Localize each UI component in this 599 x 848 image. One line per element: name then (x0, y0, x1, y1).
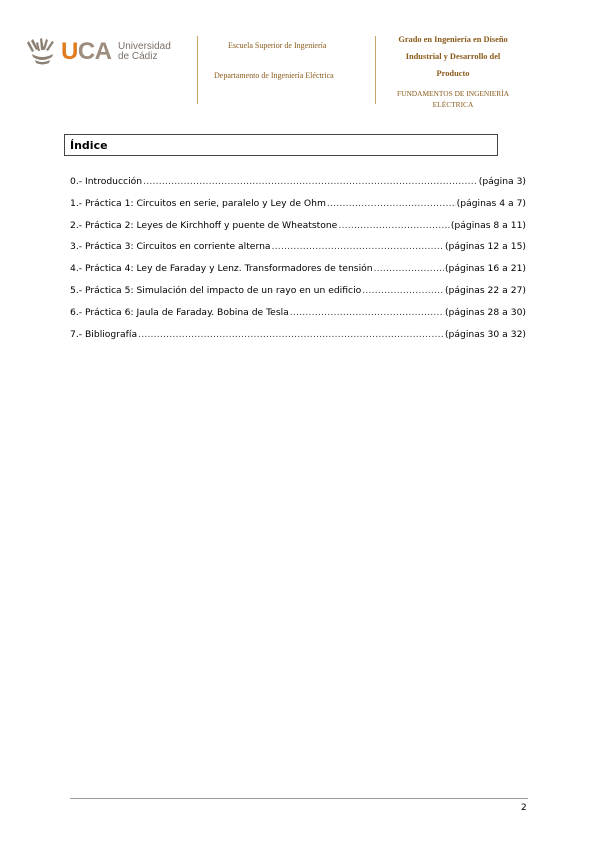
index-heading-box (64, 134, 498, 156)
subject-name-line2: ELÉCTRICA (432, 100, 474, 109)
subject-name-line1: FUNDAMENTOS DE INGENIERÍA (397, 89, 509, 98)
department-name: Departamento de Ingeniería Eléctrica (214, 71, 334, 80)
table-of-contents (70, 176, 526, 350)
toc-entry-label: 2.- Práctica 2: Leyes de Kirchhoff y puente de Wheatstone (70, 219, 338, 231)
toc-entry-label: 5.- Práctica 5: Simulación del impacto de un rayo en un edificio (70, 284, 362, 296)
toc-entry-page: (páginas 8 a 11) (450, 219, 526, 231)
toc-leader-dots (362, 285, 444, 296)
uca-logo (26, 36, 176, 70)
toc-entry[interactable] (70, 176, 526, 198)
uca-wordmark: UCA (61, 38, 112, 65)
toc-entry-label: 1.- Práctica 1: Circuitos en serie, paralelo y Ley de Ohm (70, 197, 326, 209)
toc-entry[interactable] (70, 307, 526, 329)
toc-leader-dots (374, 263, 444, 274)
subject-name (383, 88, 523, 110)
toc-leader-dots (338, 220, 449, 231)
footer-rule (70, 798, 528, 799)
toc-entry[interactable] (70, 285, 526, 307)
degree-name-line1: Grado en Ingeniería en Diseño (398, 35, 508, 44)
header-divider-right (375, 36, 376, 104)
toc-entry-label: 0.- Introducción (70, 176, 143, 187)
degree-name (383, 31, 523, 82)
toc-leader-dots (138, 329, 444, 340)
toc-entry[interactable] (70, 220, 526, 242)
toc-entry-page: (páginas 22 a 27) (444, 284, 526, 296)
toc-entry-page: (página 3) (478, 176, 526, 187)
uca-emblem-icon (26, 36, 58, 68)
toc-entry[interactable] (70, 263, 526, 285)
university-name (118, 42, 171, 62)
degree-name-line3: Producto (436, 69, 470, 78)
toc-entry-label: 3.- Práctica 3: Circuitos en corriente alterna (70, 241, 271, 253)
toc-leader-dots (327, 198, 456, 209)
toc-leader-dots (290, 307, 444, 318)
toc-entry-page: (páginas 12 a 15) (444, 241, 526, 253)
toc-entry-page: (páginas 28 a 30) (444, 306, 526, 318)
toc-leader-dots (143, 176, 478, 187)
header-divider-left (197, 36, 198, 104)
page-number: 2 (521, 803, 527, 813)
university-name-line1: Universidad (118, 41, 171, 52)
university-name-line2: de Cádiz (118, 51, 158, 62)
toc-entry-label: 4.- Práctica 4: Ley de Faraday y Lenz. Transformadores de tensión (70, 263, 373, 275)
school-name: Escuela Superior de Ingeniería (228, 41, 327, 50)
toc-entry-page: (páginas 30 a 32) (444, 328, 526, 340)
toc-entry[interactable] (70, 329, 526, 351)
toc-leader-dots (272, 241, 444, 252)
toc-entry[interactable] (70, 241, 526, 263)
toc-entry-label: 6.- Práctica 6: Jaula de Faraday. Bobina de Tesla (70, 306, 289, 318)
degree-name-line2: Industrial y Desarrollo del (405, 52, 501, 61)
toc-entry-label: 7.- Bibliografía (70, 328, 138, 340)
toc-entry-page: (páginas 16 a 21) (444, 263, 526, 275)
toc-entry[interactable] (70, 198, 526, 220)
index-title: Índice (70, 139, 108, 152)
toc-entry-page: (páginas 4 a 7) (456, 197, 526, 209)
